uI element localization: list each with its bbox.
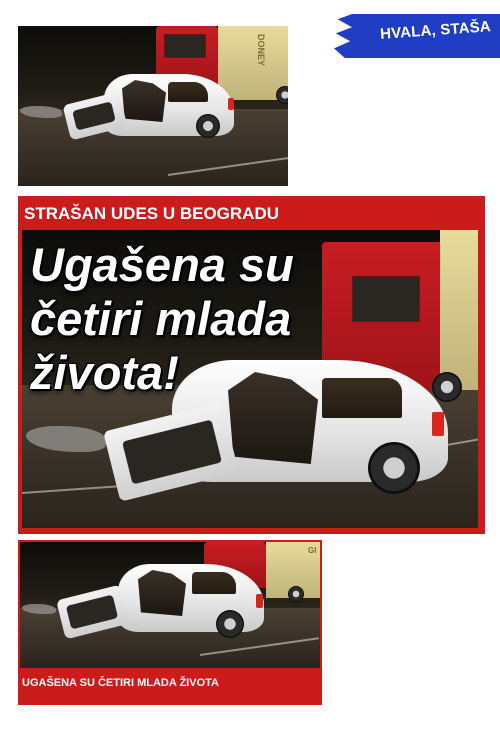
promo-badge-label: HVALA, STAŠA: [379, 18, 492, 43]
car-window: [168, 82, 208, 102]
car-wheel: [216, 610, 244, 638]
taillight: [256, 594, 263, 608]
headline-line: života!: [30, 346, 179, 399]
truck-trailer: [440, 230, 478, 390]
bottom-story-photo[interactable]: [20, 542, 320, 668]
bottom-story-caption[interactable]: UGAŠENA SU ČETIRI MLADA ŽIVOTA: [22, 677, 219, 689]
car-window: [192, 572, 236, 594]
truck-wheel: [432, 372, 462, 402]
truck-window: [164, 34, 206, 58]
truck-logo: GI: [308, 546, 317, 555]
truck-wheel: [288, 586, 304, 602]
headline-line: Ugašena su: [30, 238, 294, 291]
truck-logo: DONEY: [256, 34, 266, 67]
taillight: [432, 412, 444, 436]
story-kicker[interactable]: STRAŠAN UDES U BEOGRADU: [24, 204, 280, 223]
top-story-photo[interactable]: [18, 26, 288, 186]
truck-wheel: [276, 86, 288, 104]
car-wheel: [368, 442, 420, 494]
story-headline[interactable]: [30, 238, 410, 400]
taillight: [228, 98, 234, 110]
car-wheel: [196, 114, 220, 138]
headline-line: četiri mlada: [30, 292, 292, 345]
